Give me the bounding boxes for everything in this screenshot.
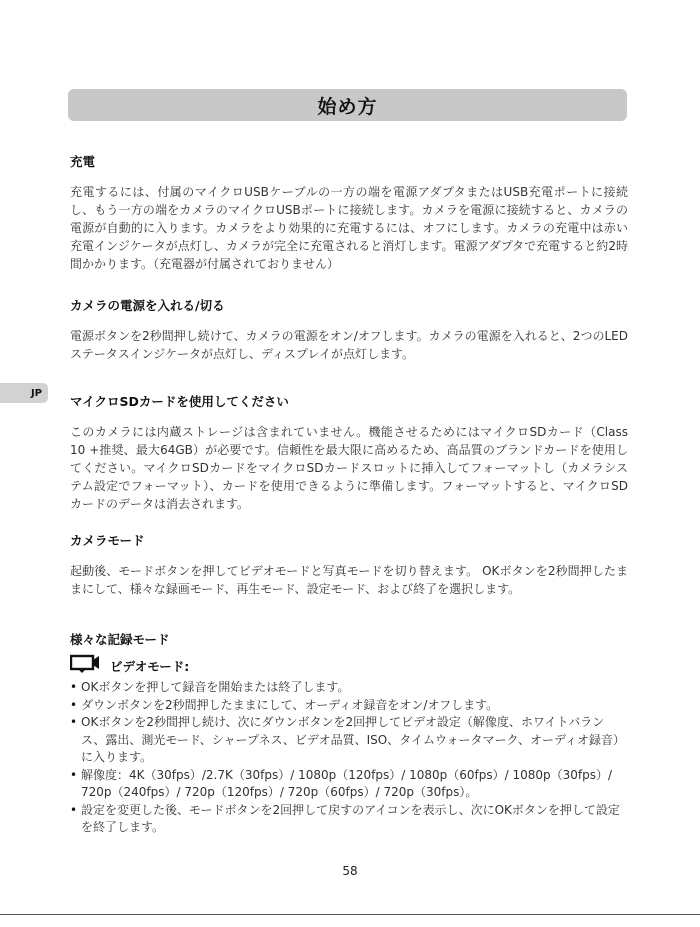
page-title: 始め方 — [317, 95, 378, 118]
section-body: 充電するには、付属のマイクロUSBケーブルの一方の端を電源アダプタまたはUSB充電ポートに接続し、もう一方の端をカメラのマイクロUSBポートに接続します。カメラを電源に接続すると、カメラの電源が自動的に入ります。カメラをより効果的に充電するには、オフにします。カメラの充電中は赤い充電インジケータが点灯し、カメラが完全に充電されると消灯します。電源アダプタで充電すると約2時間かかります。（充電器が付属されておりません） — [70, 185, 628, 271]
list-item: • OKボタンを押して録音を開始または終了します。 — [70, 679, 628, 697]
video-camera-icon — [70, 654, 100, 678]
video-mode-list — [70, 679, 628, 837]
section-heading: カメラの電源を入れる/切る — [70, 298, 225, 313]
section-heading: 充電 — [70, 154, 96, 169]
title-bar — [68, 89, 627, 121]
video-mode-label: ビデオモード: — [110, 659, 190, 674]
section-body: 電源ボタンを2秒間押し続けて、カメラの電源をオン/オフします。カメラの電源を入れると、2つのLEDステータスインジケータが点灯し、ディスプレイが点灯します。 — [70, 329, 628, 361]
video-mode-heading — [70, 655, 628, 677]
section-heading: カメラモード — [70, 533, 145, 548]
list-item: • 設定を変更した後、モードボタンを2回押して戻すのアイコンを表示し、次にOKボタンを押して設定を終了します。 — [70, 802, 628, 837]
section-body: このカメラには内蔵ストレージは含まれていません。機能させるためにはマイクロSDカード（Class 10 +推奨、最大64GB）が必要です。信頼性を最大限に高めるため、高品質のブランドカードを使用してください。マイクロSDカードをマイクロSDカードスロットに挿入してフォーマットし（カメラシステム設定でフォーマット）、カードを使用できるように準備します。フォーマットすると、マイクロSDカードのデータは消去されます。 — [70, 425, 628, 511]
list-item: • OKボタンを2秒間押し続け、次にダウンボタンを2回押してビデオ設定（解像度、ホワイトバランス、露出、測光モード、シャープネス、ビデオ品質、ISO、タイムウォータマーク、オーディオ録音）に入ります。 — [70, 714, 628, 767]
section-heading: マイクロSDカードを使用してください — [70, 394, 289, 409]
section-power — [70, 296, 628, 363]
page-number: 58 — [342, 864, 358, 878]
section-sdcard — [70, 392, 628, 513]
section-recording-modes — [70, 630, 628, 837]
section-camera-mode — [70, 531, 628, 598]
section-heading: 様々な記録モード — [70, 632, 170, 647]
bottom-divider — [0, 914, 700, 915]
list-item: • ダウンボタンを2秒間押したままにして、オーディオ録音をオン/オフします。 — [70, 697, 628, 715]
section-charging — [70, 152, 628, 273]
list-item: • 解像度：4K（30fps）/2.7K（30fps）/ 1080p（120fps）/ 1080p（60fps）/ 1080p（30fps）/ 720p（240fps）/ 720p（120fps）/ 720p（60fps）/ 720p（30fps）。 — [70, 767, 628, 802]
language-tab: JP — [0, 383, 48, 403]
section-body: 起動後、モードボタンを押してビデオモードと写真モードを切り替えます。 OKボタンを2秒間押したままにして、様々な録画モード、再生モード、設定モード、および終了を選択します。 — [70, 564, 628, 596]
